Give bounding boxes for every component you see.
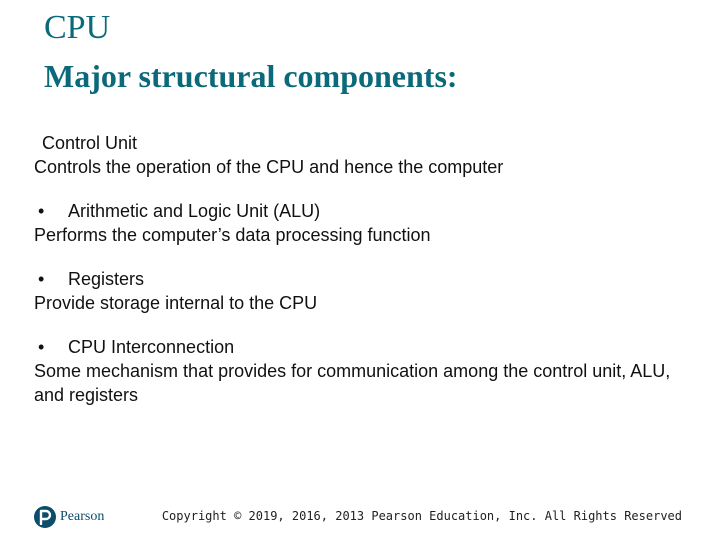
component-heading: Registers	[68, 269, 145, 289]
bullet-icon: •	[38, 269, 45, 289]
slide-subtitle: Major structural components:	[44, 58, 458, 94]
component-description: Provide storage internal to the CPU	[34, 293, 318, 313]
slide-title: CPU	[44, 9, 111, 46]
pearson-p-icon	[34, 506, 56, 528]
component-heading: Control Unit	[42, 133, 138, 153]
component-description: Performs the computer’s data processing function	[34, 225, 431, 245]
bullet-icon: •	[38, 337, 45, 357]
component-item-registers	[34, 267, 674, 315]
component-item-control-unit	[34, 131, 674, 179]
copyright-notice: Copyright © 2019, 2016, 2013 Pearson Education, Inc. All Rights Reserved	[161, 509, 682, 523]
component-description: Some mechanism that provides for communication among the control unit, ALU, and registers	[34, 361, 671, 405]
component-item-alu	[34, 199, 674, 247]
pearson-wordmark: Pearson	[60, 509, 105, 524]
pearson-logo	[34, 505, 104, 529]
component-item-cpu-interconnection	[34, 335, 674, 407]
component-heading: Arithmetic and Logic Unit (ALU)	[68, 201, 321, 221]
component-heading: CPU Interconnection	[68, 337, 235, 357]
bullet-icon: •	[38, 201, 45, 221]
component-description: Controls the operation of the CPU and hence the computer	[34, 157, 504, 177]
